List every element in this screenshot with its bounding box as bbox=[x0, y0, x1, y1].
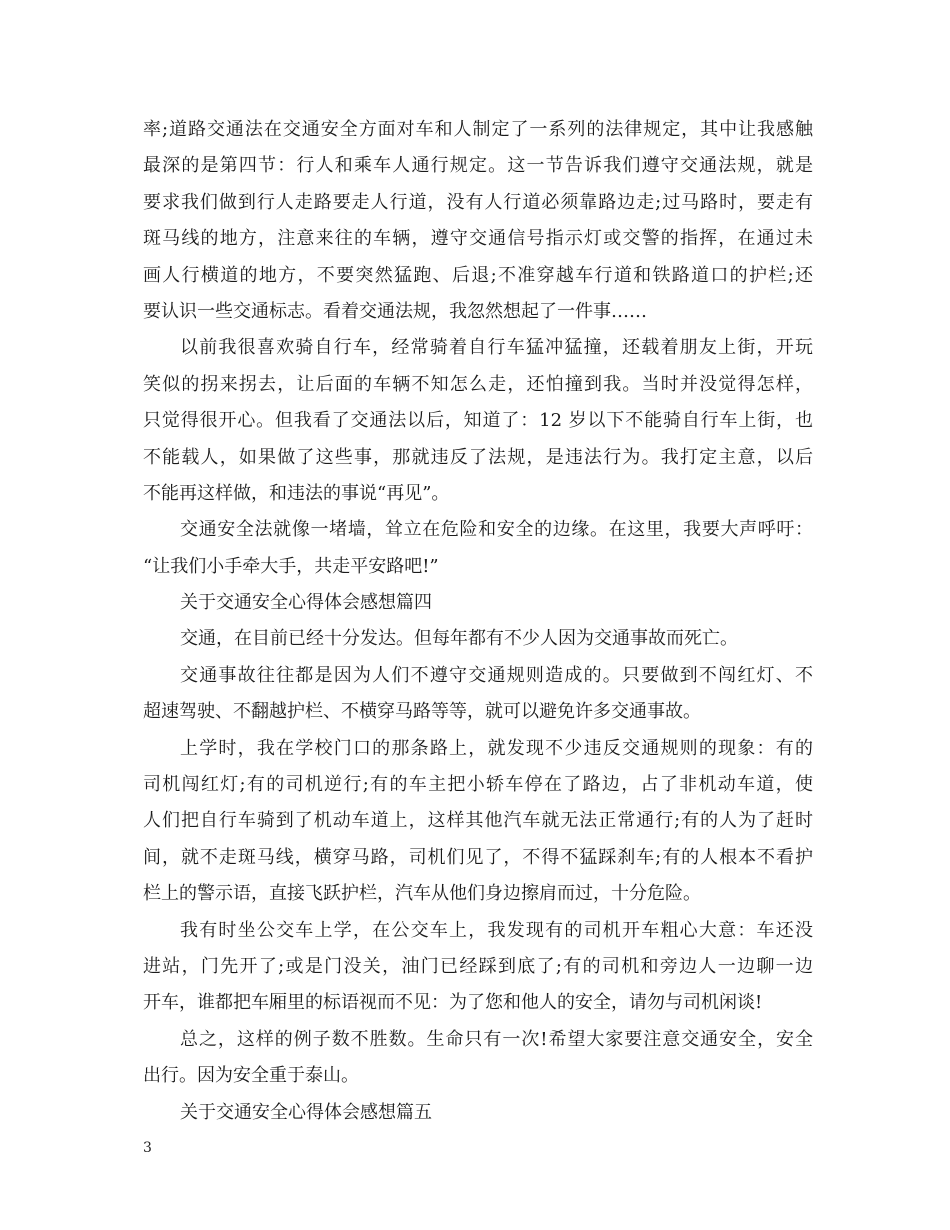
text-line: 出行。因为安全重于泰山。 bbox=[143, 1065, 359, 1087]
text-line: 总之，这样的例子数不胜数。生命只有一次!希望大家要注意交通安全，安全 bbox=[180, 1028, 813, 1050]
text-line: 关于交通安全心得体会感想篇四 bbox=[180, 592, 432, 614]
text-line: 超速驾驶、不翻越护栏、不横穿马路等等，就可以避免许多交通事故。 bbox=[143, 701, 701, 723]
text-line: 以前我很喜欢骑自行车，经常骑着自行车猛冲猛撞，还载着朋友上街，开玩 bbox=[180, 337, 813, 359]
text-line: 上学时，我在学校门口的那条路上，就发现不少违反交通规则的现象：有的 bbox=[180, 737, 813, 759]
text-line: 交通安全法就像一堵墙，耸立在危险和安全的边缘。在这里，我要大声呼吁： bbox=[180, 519, 813, 541]
text-line: 开车，谁都把车厢里的标语视而不见：为了您和他人的安全，请勿与司机闲谈! bbox=[143, 992, 763, 1014]
text-line: 不能再这样做，和违法的事说“再见”。 bbox=[143, 482, 450, 504]
text-line: 间，就不走斑马线，横穿马路，司机们见了，不得不猛踩刹车;有的人根本不看护 bbox=[143, 846, 813, 868]
text-line: “让我们小手牵大手，共走平安路吧!” bbox=[143, 555, 439, 577]
text-line: 不能载人，如果做了这些事，那就违反了法规，是违法行为。我打定主意，以后 bbox=[143, 446, 813, 468]
text-line: 只觉得很开心。但我看了交通法以后，知道了：12 岁以下不能骑自行车上街，也 bbox=[143, 410, 813, 432]
text-line: 我有时坐公交车上学，在公交车上，我发现有的司机开车粗心大意：车还没 bbox=[180, 919, 813, 941]
text-line: 交通事故往往都是因为人们不遵守交通规则造成的。只要做到不闯红灯、不 bbox=[180, 664, 813, 686]
text-line: 最深的是第四节：行人和乘车人通行规定。这一节告诉我们遵守交通法规，就是 bbox=[143, 155, 813, 177]
text-line: 司机闯红灯;有的司机逆行;有的车主把小轿车停在了路边，占了非机动车道，使 bbox=[143, 774, 813, 796]
text-line: 要认识一些交通标志。看着交通法规，我忽然想起了一件事…… bbox=[143, 300, 647, 322]
text-line: 进站，门先开了;或是门没关，油门已经踩到底了;有的司机和旁边人一边聊一边 bbox=[143, 955, 813, 977]
text-line: 画人行横道的地方，不要突然猛跑、后退;不准穿越车行道和铁路道口的护栏;还 bbox=[143, 264, 813, 286]
document-body bbox=[143, 112, 813, 1131]
text-line: 斑马线的地方，注意来往的车辆，遵守交通信号指示灯或交警的指挥，在通过未 bbox=[143, 228, 813, 250]
text-line: 要求我们做到行人走路要走人行道，没有人行道必须靠路边走;过马路时，要走有 bbox=[143, 191, 813, 213]
text-line: 人们把自行车骑到了机动车道上，这样其他汽车就无法正常通行;有的人为了赶时 bbox=[143, 810, 813, 832]
text-line: 关于交通安全心得体会感想篇五 bbox=[180, 1101, 432, 1123]
text-line: 笑似的拐来拐去，让后面的车辆不知怎么走，还怕撞到我。当时并没觉得怎样， bbox=[143, 373, 813, 395]
text-line: 交通，在目前已经十分发达。但每年都有不少人因为交通事故而死亡。 bbox=[180, 628, 738, 650]
page-number: 3 bbox=[143, 1140, 152, 1156]
text-line: 率;道路交通法在交通安全方面对车和人制定了一系列的法律规定，其中让我感触 bbox=[143, 119, 813, 140]
text-line: 栏上的警示语，直接飞跃护栏，汽车从他们身边擦肩而过，十分危险。 bbox=[143, 883, 701, 905]
